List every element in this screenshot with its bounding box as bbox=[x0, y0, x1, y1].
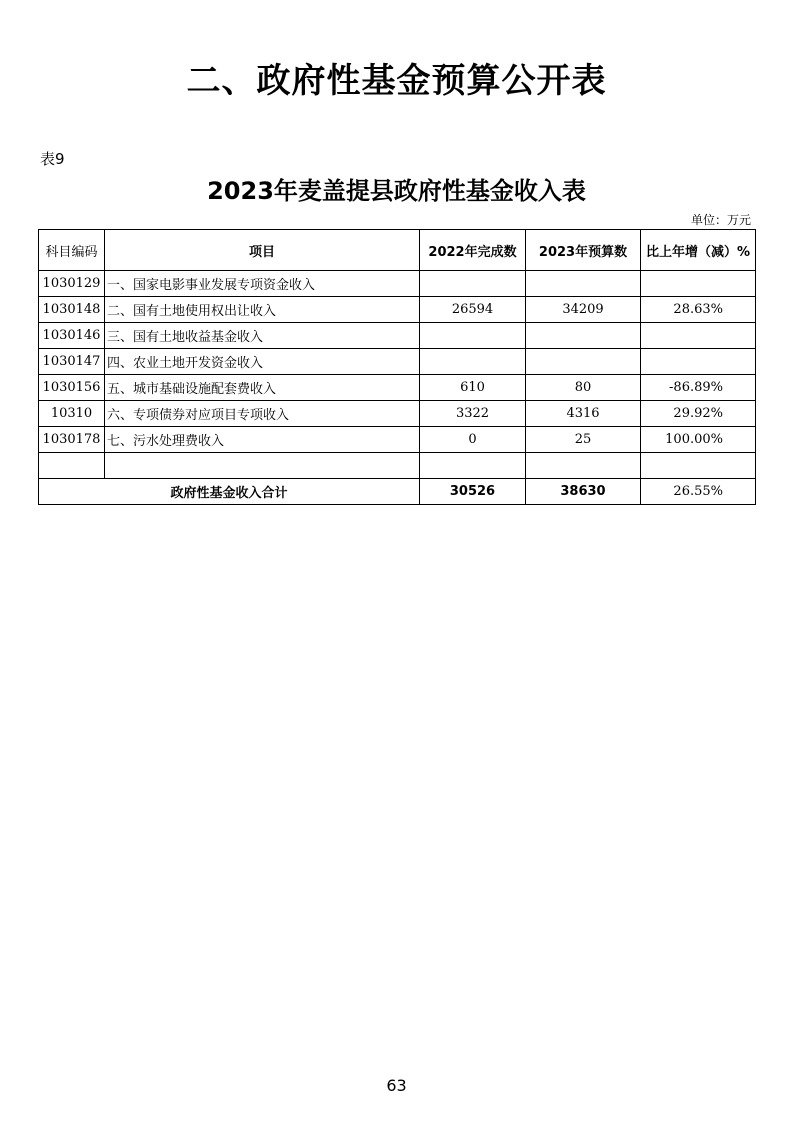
cell-actual-2022: 0 bbox=[420, 427, 526, 453]
cell-code: 1030178 bbox=[39, 427, 105, 453]
cell-code: 1030148 bbox=[39, 297, 105, 323]
unit-label: 单位：万元 bbox=[690, 213, 751, 227]
cell-budget-2023: 4316 bbox=[526, 401, 641, 427]
cell-actual-2022: 610 bbox=[420, 375, 526, 401]
table-row bbox=[39, 427, 756, 453]
cell-item: 三、国有土地收益基金收入 bbox=[105, 323, 420, 349]
cell-item: 五、城市基础设施配套费收入 bbox=[105, 375, 420, 401]
page-number: 63 bbox=[386, 1076, 407, 1095]
total-actual-2022: 30526 bbox=[420, 479, 526, 505]
cell-item bbox=[105, 453, 420, 479]
table-row bbox=[39, 375, 756, 401]
table-row-empty bbox=[39, 453, 756, 479]
table-row bbox=[39, 271, 756, 297]
cell-actual-2022: 26594 bbox=[420, 297, 526, 323]
cell-item: 四、农业土地开发资金收入 bbox=[105, 349, 420, 375]
total-change: 26.55% bbox=[641, 479, 756, 505]
table-row bbox=[39, 323, 756, 349]
cell-item: 一、国家电影事业发展专项资金收入 bbox=[105, 271, 420, 297]
cell-actual-2022 bbox=[420, 323, 526, 349]
total-row bbox=[39, 479, 756, 505]
cell-change: 28.63% bbox=[641, 297, 756, 323]
total-label: 政府性基金收入合计 bbox=[39, 479, 420, 505]
cell-budget-2023: 25 bbox=[526, 427, 641, 453]
cell-change: 100.00% bbox=[641, 427, 756, 453]
table-title: 2023年麦盖提县政府性基金收入表 bbox=[207, 177, 586, 205]
cell-budget-2023 bbox=[526, 349, 641, 375]
cell-change bbox=[641, 323, 756, 349]
total-budget-2023: 38630 bbox=[526, 479, 641, 505]
cell-item: 六、专项债券对应项目专项收入 bbox=[105, 401, 420, 427]
cell-code: 1030147 bbox=[39, 349, 105, 375]
section-title: 二、政府性基金预算公开表 bbox=[186, 61, 607, 101]
cell-code: 10310 bbox=[39, 401, 105, 427]
cell-budget-2023 bbox=[526, 323, 641, 349]
header-budget-2023: 2023年预算数 bbox=[526, 230, 641, 271]
header-code: 科目编码 bbox=[39, 230, 105, 271]
fund-revenue-table bbox=[38, 229, 756, 505]
cell-code: 1030129 bbox=[39, 271, 105, 297]
cell-code bbox=[39, 453, 105, 479]
table-header-row bbox=[39, 230, 756, 271]
header-actual-2022: 2022年完成数 bbox=[420, 230, 526, 271]
cell-change: 29.92% bbox=[641, 401, 756, 427]
cell-actual-2022 bbox=[420, 271, 526, 297]
cell-budget-2023 bbox=[526, 453, 641, 479]
cell-change: -86.89% bbox=[641, 375, 756, 401]
header-change: 比上年增（减）% bbox=[641, 230, 756, 271]
cell-budget-2023: 80 bbox=[526, 375, 641, 401]
header-item: 项目 bbox=[105, 230, 420, 271]
cell-change bbox=[641, 453, 756, 479]
cell-code: 1030146 bbox=[39, 323, 105, 349]
cell-budget-2023: 34209 bbox=[526, 297, 641, 323]
cell-actual-2022 bbox=[420, 349, 526, 375]
table-row bbox=[39, 297, 756, 323]
cell-actual-2022: 3322 bbox=[420, 401, 526, 427]
cell-code: 1030156 bbox=[39, 375, 105, 401]
table-row bbox=[39, 349, 756, 375]
cell-change bbox=[641, 271, 756, 297]
table-number: 表9 bbox=[40, 150, 65, 168]
cell-budget-2023 bbox=[526, 271, 641, 297]
cell-actual-2022 bbox=[420, 453, 526, 479]
table-row bbox=[39, 401, 756, 427]
cell-change bbox=[641, 349, 756, 375]
cell-item: 二、国有土地使用权出让收入 bbox=[105, 297, 420, 323]
cell-item: 七、污水处理费收入 bbox=[105, 427, 420, 453]
